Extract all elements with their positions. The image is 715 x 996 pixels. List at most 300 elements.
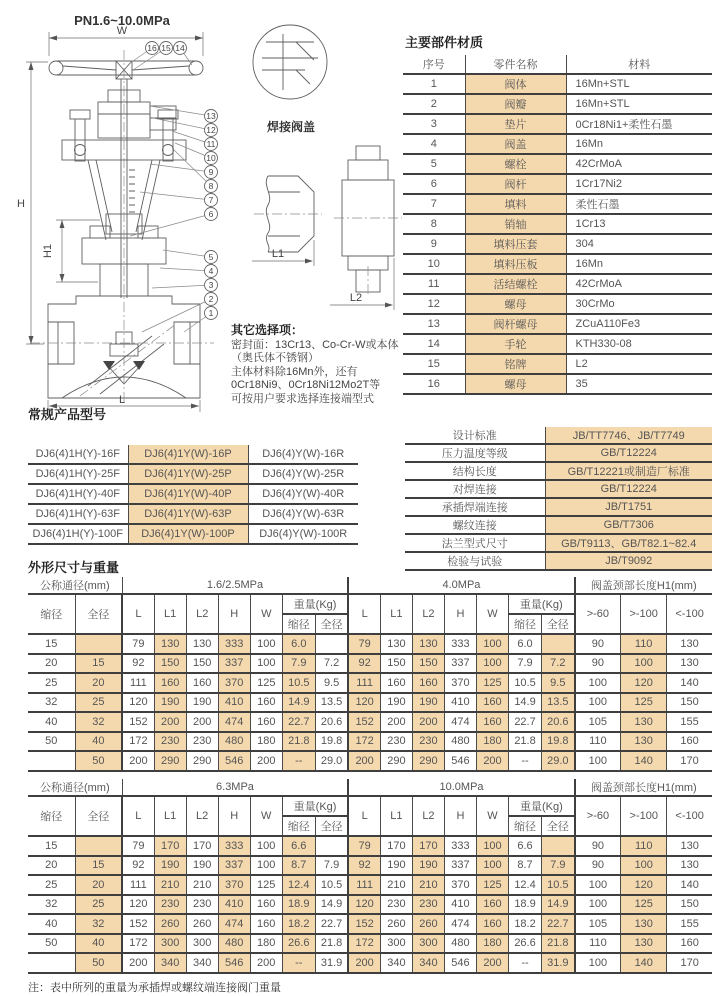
cell: 螺栓 <box>465 154 566 174</box>
cell: 21.8 <box>282 732 315 752</box>
cell: DJ6(4)1Y(W)-25P <box>128 464 248 484</box>
cell: 300 <box>412 934 444 954</box>
models-title: 常规产品型号 <box>28 407 107 422</box>
cell: 160 <box>667 934 712 954</box>
end-connection-views <box>252 146 402 310</box>
table-row <box>405 534 712 552</box>
cell: 79 <box>122 634 154 654</box>
cell: 180 <box>476 934 508 954</box>
dim-l2-label: L2 <box>349 292 363 304</box>
cell: 190 <box>186 856 218 876</box>
cell: 410 <box>444 895 476 915</box>
cell: 螺母 <box>465 374 566 394</box>
cell: 50 <box>75 751 122 771</box>
table-row <box>405 427 712 444</box>
table-row <box>403 154 712 174</box>
cell: 100 <box>476 836 508 856</box>
cell: 阀杆 <box>465 174 566 194</box>
header-cell: 缩径 <box>28 594 75 634</box>
cell: 340 <box>380 953 412 973</box>
header-cell: 缩径 <box>28 796 75 836</box>
table-row <box>403 234 712 254</box>
models-table <box>28 445 358 545</box>
cell: 100 <box>476 634 508 654</box>
cell: DJ6(4)Y(W)-25R <box>248 464 358 484</box>
table-row <box>28 751 712 771</box>
callout-leader-line <box>172 148 211 186</box>
cell: 190 <box>154 693 186 713</box>
cell: -- <box>509 751 542 771</box>
header-cell: 缩径 <box>282 816 315 836</box>
callout-leader-line <box>160 268 211 271</box>
cell: 100 <box>476 654 508 674</box>
header-cell: <-100 <box>667 796 712 836</box>
cell: 200 <box>250 751 282 771</box>
cell: 160 <box>476 914 508 934</box>
header-cell: 材料 <box>566 55 712 74</box>
standards-table <box>405 427 712 571</box>
table-row <box>403 294 712 314</box>
cell: 140 <box>621 751 667 771</box>
cell: 150 <box>667 693 712 713</box>
header-cell: L2 <box>412 594 444 634</box>
cell: 100 <box>250 856 282 876</box>
header-cell: L1 <box>380 594 412 634</box>
cell: 18.9 <box>509 895 542 915</box>
table-row <box>28 836 712 856</box>
cell: 10.5 <box>509 673 542 693</box>
header-cell: >-100 <box>621 594 667 634</box>
cell: 螺纹连接 <box>405 516 545 534</box>
cell: 对焊连接 <box>405 480 545 498</box>
table-row <box>403 254 712 274</box>
cell: 检验与试验 <box>405 552 545 570</box>
cell: 14 <box>403 334 465 354</box>
cell: 100 <box>250 654 282 674</box>
cell: 40 <box>28 712 75 732</box>
header-cell: 全径 <box>542 614 575 634</box>
cell: 105 <box>575 914 621 934</box>
cell: 474 <box>218 712 250 732</box>
cell: 8.7 <box>509 856 542 876</box>
cell: 5 <box>403 154 465 174</box>
cell: 230 <box>412 732 444 752</box>
cell: 25 <box>28 673 75 693</box>
cell: 100 <box>575 751 621 771</box>
cell: 130 <box>621 914 667 934</box>
header-cell: 公称通径(mm) <box>28 779 122 796</box>
cell: 31.9 <box>542 953 575 973</box>
cell: 20 <box>28 654 75 674</box>
cell: 230 <box>154 895 186 915</box>
cell: 546 <box>218 751 250 771</box>
cell <box>315 634 348 654</box>
cell <box>28 751 75 771</box>
header-cell: L1 <box>154 796 186 836</box>
table-row <box>403 194 712 214</box>
cell: 6.6 <box>282 836 315 856</box>
cell: 110 <box>575 934 621 954</box>
cell: 100 <box>575 895 621 915</box>
table-row <box>405 516 712 534</box>
cell: 10 <box>403 254 465 274</box>
cell: 333 <box>218 634 250 654</box>
cell: 柔性石墨 <box>566 194 712 214</box>
cell: 340 <box>186 953 218 973</box>
cell <box>542 836 575 856</box>
header-cell: 缩径 <box>282 614 315 634</box>
table-row <box>28 895 712 915</box>
welded-bonnet-label: 焊接阀盖 <box>266 120 316 134</box>
cell: 140 <box>621 953 667 973</box>
cell: 190 <box>412 856 444 876</box>
cell: L2 <box>566 354 712 374</box>
cell: 40 <box>75 732 122 752</box>
cell: 79 <box>348 634 380 654</box>
cell: 7.9 <box>315 856 348 876</box>
cell: 172 <box>122 732 154 752</box>
options-line: 可按用户要求选择连接端型式 <box>231 392 374 405</box>
header-cell: 全径 <box>75 796 122 836</box>
header-cell: H <box>218 594 250 634</box>
cell: 110 <box>621 634 667 654</box>
table-row <box>28 504 358 524</box>
cell: 130 <box>154 634 186 654</box>
cell: 29.0 <box>315 751 348 771</box>
cell: 10.5 <box>315 875 348 895</box>
cell: 20 <box>75 875 122 895</box>
cell: 16Mn+STL <box>566 74 712 94</box>
cell: JB/TT7746、JB/T7749 <box>545 427 712 444</box>
cell: 200 <box>412 712 444 732</box>
cell: 铭牌 <box>465 354 566 374</box>
options-lines <box>231 339 407 406</box>
cell: 337 <box>218 856 250 876</box>
cell: 160 <box>186 673 218 693</box>
cell: DJ6(4)Y(W)-40R <box>248 484 358 504</box>
cell: 160 <box>250 712 282 732</box>
cell: 100 <box>250 634 282 654</box>
header-cell: 全径 <box>75 594 122 634</box>
cell: 130 <box>186 634 218 654</box>
table-row <box>28 445 358 464</box>
cell: 180 <box>476 732 508 752</box>
cell: 160 <box>250 693 282 713</box>
cell: 25 <box>28 875 75 895</box>
cell: 25 <box>75 895 122 915</box>
dim-l-label: L <box>118 394 126 406</box>
cell: 11 <box>403 274 465 294</box>
table-row <box>28 654 712 674</box>
cell: 172 <box>348 732 380 752</box>
cell: 290 <box>186 751 218 771</box>
cell: 3 <box>403 114 465 134</box>
header-cell: L1 <box>380 796 412 836</box>
cell: 260 <box>186 914 218 934</box>
table-row <box>28 953 712 973</box>
cell: 200 <box>476 953 508 973</box>
cell: 125 <box>250 875 282 895</box>
cell: 160 <box>154 673 186 693</box>
cell: 0Cr18Ni1+柔性石墨 <box>566 114 712 134</box>
cell: 79 <box>122 836 154 856</box>
cell: 130 <box>667 634 712 654</box>
cell: 6.0 <box>282 634 315 654</box>
table-row <box>28 856 712 876</box>
table-row <box>28 464 358 484</box>
cell: 300 <box>186 934 218 954</box>
cell: 92 <box>348 856 380 876</box>
cell: 1 <box>403 74 465 94</box>
cell: 300 <box>154 934 186 954</box>
cell: 9.5 <box>315 673 348 693</box>
cell: 承插焊端连接 <box>405 498 545 516</box>
cell: 370 <box>218 875 250 895</box>
cell: 370 <box>218 673 250 693</box>
cell: DJ6(4)Y(W)-100R <box>248 524 358 544</box>
dim-h-label: H <box>17 198 25 210</box>
cell: DJ6(4)1H(Y)-16F <box>28 445 128 464</box>
dimensions-table <box>28 577 712 772</box>
header-cell: 全径 <box>542 816 575 836</box>
cell: 290 <box>380 751 412 771</box>
cell: 79 <box>348 836 380 856</box>
cell: JB/T1751 <box>545 498 712 516</box>
options-line: 0Cr18Ni9、0Cr18Ni12Mo2T等 <box>231 379 381 392</box>
cell: DJ6(4)1H(Y)-40F <box>28 484 128 504</box>
header-cell: 重量(Kg) <box>282 594 348 614</box>
cell: 16Mn+STL <box>566 94 712 114</box>
header-cell: 10.0MPa <box>348 779 574 796</box>
callout-leader-line <box>150 164 211 172</box>
cell: 410 <box>218 895 250 915</box>
cell: ZCuA110Fe3 <box>566 314 712 334</box>
callout-number: 2 <box>208 294 214 304</box>
callout-number: 3 <box>208 280 214 290</box>
cell: 260 <box>154 914 186 934</box>
cell: 16Mn <box>566 254 712 274</box>
cell: GB/T12224 <box>545 480 712 498</box>
header-cell: W <box>250 796 282 836</box>
callout-leader-line <box>152 285 211 288</box>
cell: 337 <box>218 654 250 674</box>
dimension-table-low-pressure <box>28 577 712 772</box>
cell: 22.7 <box>282 712 315 732</box>
welded-bonnet-detail <box>253 25 327 134</box>
cell: 140 <box>667 673 712 693</box>
callout-number: 10 <box>206 153 216 163</box>
cell: 190 <box>186 693 218 713</box>
table-row <box>403 114 712 134</box>
cell: 480 <box>218 934 250 954</box>
cell: 92 <box>348 654 380 674</box>
table-row <box>403 274 712 294</box>
cell: 14.9 <box>282 693 315 713</box>
cell: 110 <box>575 732 621 752</box>
header-cell: 全径 <box>315 816 348 836</box>
cell: 200 <box>154 712 186 732</box>
header-cell: 重量(Kg) <box>282 796 348 816</box>
cell: 40 <box>28 914 75 934</box>
cell: 100 <box>575 875 621 895</box>
cell: 152 <box>122 712 154 732</box>
cell: 50 <box>28 934 75 954</box>
header-cell: H <box>444 594 476 634</box>
dimensions-table <box>28 779 712 974</box>
callout-balloons <box>130 42 218 333</box>
cell: 15 <box>403 354 465 374</box>
table-row <box>28 673 712 693</box>
cell: DJ6(4)1Y(W)-63P <box>128 504 248 524</box>
cell: 7.9 <box>282 654 315 674</box>
cell: 180 <box>250 934 282 954</box>
cell: GB/T12221或制造厂标准 <box>545 462 712 480</box>
header-cell: 重量(Kg) <box>509 594 575 614</box>
cell: 1Cr13 <box>566 214 712 234</box>
cell: 16Mn <box>566 134 712 154</box>
cell: 160 <box>476 693 508 713</box>
cell: 10.5 <box>542 875 575 895</box>
table-row <box>403 374 712 394</box>
cell: 26.6 <box>509 934 542 954</box>
cell: 9 <box>403 234 465 254</box>
cell: 150 <box>667 895 712 915</box>
cell: 9.5 <box>542 673 575 693</box>
cell: 200 <box>250 953 282 973</box>
cell: 125 <box>250 673 282 693</box>
cell: 333 <box>218 836 250 856</box>
cell: 200 <box>476 751 508 771</box>
cell: 170 <box>154 836 186 856</box>
cell: 100 <box>575 953 621 973</box>
header-cell: L <box>348 796 380 836</box>
cell: 50 <box>28 732 75 752</box>
table-row <box>405 480 712 498</box>
cell: 阀杆螺母 <box>465 314 566 334</box>
cell: 4 <box>403 134 465 154</box>
cell: 100 <box>621 856 667 876</box>
header-cell: L <box>348 594 380 634</box>
table-row <box>403 74 712 94</box>
cell: 6.6 <box>509 836 542 856</box>
cell: 480 <box>444 934 476 954</box>
cell: 210 <box>154 875 186 895</box>
callout-leader-line <box>163 250 211 257</box>
header-cell: 零件名称 <box>465 55 566 74</box>
cell: 90 <box>575 836 621 856</box>
cell: 150 <box>186 654 218 674</box>
cell: 200 <box>348 953 380 973</box>
cell: 120 <box>122 693 154 713</box>
cell: 200 <box>122 953 154 973</box>
cell: 6 <box>403 174 465 194</box>
table-row <box>28 732 712 752</box>
cell: 130 <box>621 732 667 752</box>
callout-number: 12 <box>206 125 216 135</box>
cell: 填料 <box>465 194 566 214</box>
cell: 150 <box>154 654 186 674</box>
table-row <box>405 498 712 516</box>
cell <box>75 634 122 654</box>
cell: 压力温度等级 <box>405 444 545 462</box>
cell: 92 <box>122 856 154 876</box>
cell: 19.8 <box>542 732 575 752</box>
header-cell: L2 <box>412 796 444 836</box>
cell: 230 <box>154 732 186 752</box>
cell: 25 <box>75 693 122 713</box>
cell: 15 <box>28 634 75 654</box>
cell: 12.4 <box>282 875 315 895</box>
cell: DJ6(4)Y(W)-63R <box>248 504 358 524</box>
header-cell: 阀盖颈部长度H1(mm) <box>575 779 712 796</box>
cell: 20 <box>75 673 122 693</box>
callout-leader-line <box>140 192 211 200</box>
cell: 120 <box>621 875 667 895</box>
cell: 210 <box>412 875 444 895</box>
cell: 21.8 <box>509 732 542 752</box>
cell: 21.8 <box>315 934 348 954</box>
options-note <box>231 321 407 406</box>
dimension-table-high-pressure <box>28 779 712 974</box>
cell: 170 <box>380 836 412 856</box>
cell: 8 <box>403 214 465 234</box>
cell: 230 <box>412 895 444 915</box>
cell: 474 <box>444 712 476 732</box>
table-row <box>405 444 712 462</box>
callout-number: 7 <box>208 195 214 205</box>
cell: 155 <box>667 712 712 732</box>
cell: 337 <box>444 654 476 674</box>
cell: 152 <box>348 712 380 732</box>
cell: 130 <box>621 934 667 954</box>
callout-number: 5 <box>208 252 214 262</box>
cell: -- <box>509 953 542 973</box>
cell: 填料压板 <box>465 254 566 274</box>
cell: 337 <box>444 856 476 876</box>
dim-w-label: W <box>116 25 128 37</box>
footnote: 注：表中所列的重量为承插焊或螺纹端连接阀门重量 <box>28 982 281 994</box>
header-cell: L <box>122 796 154 836</box>
cell: 160 <box>667 732 712 752</box>
cell: 210 <box>380 875 412 895</box>
cell: 546 <box>444 751 476 771</box>
header-cell: L <box>122 594 154 634</box>
table-row <box>28 934 712 954</box>
pressure-rating-label: PN1.6~10.0MPa <box>74 13 170 28</box>
cell: 14.9 <box>542 895 575 915</box>
header-cell: >-100 <box>621 796 667 836</box>
cell: 31.9 <box>315 953 348 973</box>
cell: 111 <box>348 673 380 693</box>
cell: KTH330-08 <box>566 334 712 354</box>
cell: 200 <box>122 751 154 771</box>
cell: 190 <box>412 693 444 713</box>
dim-h1-label: H1 <box>42 243 54 259</box>
cell: 474 <box>218 914 250 934</box>
cell: 活结螺栓 <box>465 274 566 294</box>
header-cell: L2 <box>186 594 218 634</box>
cell: 阀体 <box>465 74 566 94</box>
cell: 阀盖 <box>465 134 566 154</box>
cell: 120 <box>348 895 380 915</box>
cell: 340 <box>412 953 444 973</box>
cell: 125 <box>621 693 667 713</box>
header-cell: W <box>250 594 282 634</box>
cell: 230 <box>186 895 218 915</box>
cell: 20.6 <box>542 712 575 732</box>
cell: 370 <box>444 673 476 693</box>
cell: 200 <box>186 712 218 732</box>
